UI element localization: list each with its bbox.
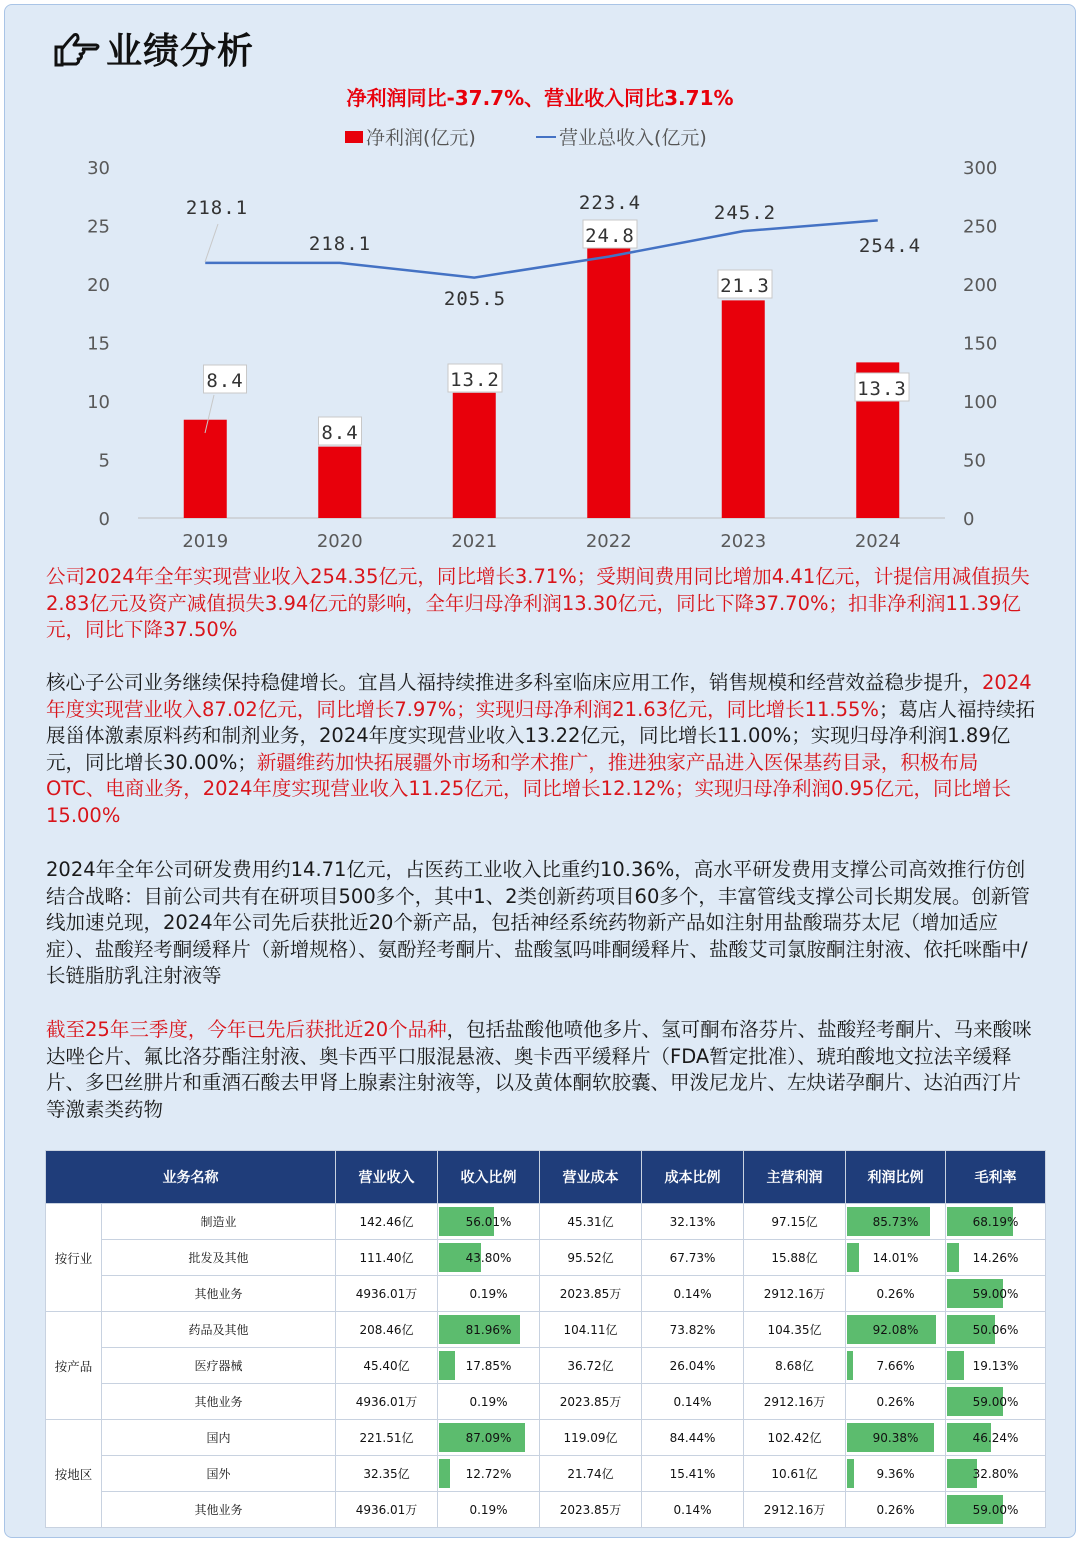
left-axis-tick: 10: [87, 392, 110, 413]
cell-profit-ratio: 85.73%: [846, 1204, 946, 1240]
cell-profit-ratio-bar: [847, 1459, 854, 1488]
group-label: 按地区: [46, 1420, 102, 1528]
cell-cost-ratio: 0.14%: [642, 1492, 744, 1528]
legend-bar-label: 净利润(亿元): [366, 127, 476, 149]
cell-revenue: 111.40亿: [336, 1240, 438, 1276]
cell-profit: 104.35亿: [744, 1312, 846, 1348]
summary-paragraph: 公司2024年全年实现营业收入254.35亿元，同比增长3.71%；受期间费用同比增加4.41亿元，计提信用减值损失2.83亿元及资产减值损失3.94亿元的影响，全年归母净利润13.30亿元，同比下降37.70%；扣非净利润11.39亿元，同比下降37.50%: [46, 565, 1030, 641]
cell-cost-ratio: 73.82%: [642, 1312, 744, 1348]
group-label: 按产品: [46, 1312, 102, 1420]
cell-profit-ratio: 90.38%: [846, 1420, 946, 1456]
cell-item: 批发及其他: [102, 1240, 336, 1276]
line-data-label: 205.5: [443, 288, 507, 310]
bar-data-label: 13.2: [450, 369, 500, 391]
line-label-leader: [205, 224, 218, 262]
cell-item: 其他业务: [102, 1492, 336, 1528]
cell-revenue-ratio: 81.96%: [438, 1312, 540, 1348]
cell-profit: 2912.16万: [744, 1384, 846, 1420]
approvals-paragraph: [46, 1017, 1036, 1123]
cell-revenue-ratio: 17.85%: [438, 1348, 540, 1384]
cell-profit: 97.15亿: [744, 1204, 846, 1240]
cell-revenue: 4936.01万: [336, 1384, 438, 1420]
table-row: [46, 1492, 1046, 1528]
chart-title: 净利润同比-37.7%、营业收入同比3.71%: [346, 86, 734, 110]
legend-bar-swatch: [345, 131, 363, 143]
cell-gross-margin-bar: [947, 1351, 964, 1380]
cell-cost: 36.72亿: [540, 1348, 642, 1384]
header-cost-ratio: 成本比例: [642, 1151, 744, 1204]
cell-profit-ratio: 0.26%: [846, 1384, 946, 1420]
cell-cost-ratio: 84.44%: [642, 1420, 744, 1456]
x-axis-tick: 2024: [854, 531, 901, 552]
performance-chart: [0, 0, 1080, 560]
header-profit-ratio: 利润比例: [846, 1151, 946, 1204]
cell-cost-ratio: 0.14%: [642, 1384, 744, 1420]
left-axis-tick: 20: [87, 275, 110, 296]
cell-gross-margin: 19.13%: [946, 1348, 1046, 1384]
cell-profit: 2912.16万: [744, 1276, 846, 1312]
cell-profit-ratio: 9.36%: [846, 1456, 946, 1492]
cell-gross-margin: 46.24%: [946, 1420, 1046, 1456]
cell-revenue: 142.46亿: [336, 1204, 438, 1240]
table-row: [46, 1312, 1046, 1348]
net-profit-bar: [453, 393, 496, 518]
table-row: [46, 1204, 1046, 1240]
right-axis-tick: 0: [963, 509, 975, 530]
cell-profit-ratio: 7.66%: [846, 1348, 946, 1384]
page-title: 业绩分析: [106, 30, 255, 72]
right-axis-tick: 150: [963, 333, 998, 355]
x-axis-tick: 2019: [182, 531, 229, 552]
approvals-list: ，包括盐酸他喷他多片、氢可酮布洛芬片、盐酸羟考酮片、马来酸咪达唑仑片、氟比洛芬酯注射液、奥卡西平口服混悬液、奥卡西平缓释片（FDA暂定批准）、琥珀酸地文拉法辛缓释片、多巴丝肼片和重酒石酸去甲肾上腺素注射液等，以及黄体酮软胶囊、甲泼尼龙片、左炔诺孕酮片、达泊西汀片等激素类药物: [46, 1018, 1032, 1121]
yichang-results: 2024年度实现营业收入87.02亿元，同比增长7.97%；实现归母净利润21.63亿元，同比增长11.55%: [46, 671, 1032, 721]
cell-cost-ratio: 32.13%: [642, 1204, 744, 1240]
cell-cost-ratio: 26.04%: [642, 1348, 744, 1384]
header-business-name: 业务名称: [46, 1151, 336, 1204]
gedian-results: ；葛店人福持续拓展甾体激素原料药和制剂业务，2024年度实现营业收入13.22亿元，同比增长11.00%；实现归母净利润1.89亿元，同比增长30.00%；: [46, 697, 1035, 774]
cell-profit: 102.42亿: [744, 1420, 846, 1456]
cell-revenue-ratio: 0.19%: [438, 1384, 540, 1420]
cell-item: 制造业: [102, 1204, 336, 1240]
cell-revenue-ratio: 12.72%: [438, 1456, 540, 1492]
cell-profit-ratio-bar: [847, 1243, 859, 1272]
table-row: [46, 1276, 1046, 1312]
net-profit-bar: [184, 420, 227, 518]
cell-revenue-ratio-bar: [439, 1459, 450, 1488]
cell-revenue: 32.35亿: [336, 1456, 438, 1492]
subsidiary-paragraph: [46, 670, 1036, 829]
bar-data-label: 21.3: [720, 275, 770, 297]
cell-item: 其他业务: [102, 1276, 336, 1312]
right-axis-tick: 50: [963, 450, 986, 472]
left-axis-tick: 15: [87, 333, 110, 355]
cell-cost: 104.11亿: [540, 1312, 642, 1348]
cell-revenue: 208.46亿: [336, 1312, 438, 1348]
left-axis-tick: 0: [98, 509, 110, 530]
cell-profit: 15.88亿: [744, 1240, 846, 1276]
revenue-line: [205, 220, 878, 277]
left-axis-tick: 25: [87, 216, 110, 238]
net-profit-bar: [587, 228, 630, 518]
cell-revenue-ratio: 87.09%: [438, 1420, 540, 1456]
table-row: [46, 1384, 1046, 1420]
left-axis-tick: 30: [87, 158, 110, 179]
cell-cost: 95.52亿: [540, 1240, 642, 1276]
cell-profit-ratio-bar: [847, 1351, 853, 1380]
cell-profit-ratio: 0.26%: [846, 1276, 946, 1312]
header-cost: 营业成本: [540, 1151, 642, 1204]
cell-profit: 10.61亿: [744, 1456, 846, 1492]
table-row: [46, 1456, 1046, 1492]
right-axis-tick: 200: [963, 275, 998, 296]
cell-revenue-ratio: 0.19%: [438, 1492, 540, 1528]
cell-cost: 2023.85万: [540, 1492, 642, 1528]
cell-cost: 2023.85万: [540, 1276, 642, 1312]
right-axis-tick: 100: [963, 392, 998, 413]
cell-revenue-ratio: 0.19%: [438, 1276, 540, 1312]
left-axis-tick: 5: [98, 450, 110, 472]
cell-gross-margin: 68.19%: [946, 1204, 1046, 1240]
line-data-label: 254.4: [858, 235, 922, 257]
cell-profit: 8.68亿: [744, 1348, 846, 1384]
cell-cost: 21.74亿: [540, 1456, 642, 1492]
header-profit: 主营利润: [744, 1151, 846, 1204]
net-profit-bar: [318, 447, 361, 518]
xinjiang-results: 新疆维药加快拓展疆外市场和学术推广，推进独家产品进入医保基药目录，积极布局OTC、电商业务，2024年度实现营业收入11.25亿元，同比增长12.12%；实现归母净利润0.95亿元，同比增长15.00%: [46, 750, 1011, 827]
cell-profit-ratio: 92.08%: [846, 1312, 946, 1348]
table-row: [46, 1420, 1046, 1456]
legend-line-label: 营业总收入(亿元): [559, 127, 707, 149]
cell-item: 国外: [102, 1456, 336, 1492]
cell-item: 医疗器械: [102, 1348, 336, 1384]
cell-gross-margin: 59.00%: [946, 1384, 1046, 1420]
cell-revenue-ratio: 56.01%: [438, 1204, 540, 1240]
cell-revenue: 4936.01万: [336, 1492, 438, 1528]
cell-cost: 45.31亿: [540, 1204, 642, 1240]
cell-cost-ratio: 15.41%: [642, 1456, 744, 1492]
bar-data-label: 8.4: [206, 370, 244, 392]
line-data-label: 245.2: [713, 202, 777, 224]
group-label: 按行业: [46, 1204, 102, 1312]
cell-revenue-ratio-bar: [439, 1351, 455, 1380]
cell-revenue: 45.40亿: [336, 1348, 438, 1384]
right-axis-tick: 250: [963, 216, 998, 238]
line-data-label: 223.4: [578, 192, 642, 214]
cell-item: 其他业务: [102, 1384, 336, 1420]
cell-revenue: 4936.01万: [336, 1276, 438, 1312]
business-breakdown-table: [45, 1150, 1046, 1528]
rd-paragraph: 2024年全年公司研发费用约14.71亿元，占医药工业收入比重约10.36%，高水平研发费用支撑公司高效推行仿创结合战略：目前公司共有在研项目500多个，其中1、2类创新药项目60多个，丰富管线支撑公司长期发展。创新管线加速兑现，2024年公司先后获批近20个新产品，包括神经系统药物新产品如注射用盐酸瑞芬太尼（增加适应症）、盐酸羟考酮缓释片（新增规格）、氨酚羟考酮片、盐酸氢吗啡酮缓释片、盐酸艾司氯胺酮注射液、依托咪酯中/长链脂肪乳注射液等: [46, 858, 1030, 987]
header-revenue-ratio: 收入比例: [438, 1151, 540, 1204]
bar-data-label: 13.3: [857, 378, 907, 400]
cell-cost: 2023.85万: [540, 1384, 642, 1420]
bar-data-label: 8.4: [321, 422, 359, 444]
subsidiary-intro: 核心子公司业务继续保持稳健增长。宜昌人福持续推进多科室临床应用工作，销售规模和经营效益稳步提升，: [46, 671, 983, 694]
cell-item: 国内: [102, 1420, 336, 1456]
x-axis-tick: 2022: [585, 531, 632, 552]
right-axis-tick: 300: [963, 158, 998, 179]
table-row: [46, 1240, 1046, 1276]
cell-item: 药品及其他: [102, 1312, 336, 1348]
line-data-label: 218.1: [185, 197, 249, 219]
line-data-label: 218.1: [308, 233, 372, 255]
cell-gross-margin: 14.26%: [946, 1240, 1046, 1276]
cell-cost-ratio: 0.14%: [642, 1276, 744, 1312]
x-axis-tick: 2021: [451, 531, 498, 552]
table-row: [46, 1348, 1046, 1384]
cell-gross-margin: 32.80%: [946, 1456, 1046, 1492]
x-axis-tick: 2023: [720, 531, 767, 552]
cell-gross-margin: 59.00%: [946, 1276, 1046, 1312]
cell-cost-ratio: 67.73%: [642, 1240, 744, 1276]
cell-profit: 2912.16万: [744, 1492, 846, 1528]
cell-revenue-ratio: 43.80%: [438, 1240, 540, 1276]
cell-gross-margin: 59.00%: [946, 1492, 1046, 1528]
header-gross-margin: 毛利率: [946, 1151, 1046, 1204]
header-revenue: 营业收入: [336, 1151, 438, 1204]
cell-cost: 119.09亿: [540, 1420, 642, 1456]
cell-profit-ratio: 14.01%: [846, 1240, 946, 1276]
approvals-highlight: 截至25年三季度，今年已先后获批近20个品种: [46, 1018, 447, 1041]
bar-data-label: 24.8: [585, 225, 635, 247]
cell-profit-ratio: 0.26%: [846, 1492, 946, 1528]
cell-gross-margin: 50.06%: [946, 1312, 1046, 1348]
cell-gross-margin-bar: [947, 1243, 959, 1272]
cell-revenue: 221.51亿: [336, 1420, 438, 1456]
net-profit-bar: [722, 300, 765, 518]
x-axis-tick: 2020: [316, 531, 363, 552]
table-header-row: [46, 1151, 1046, 1204]
